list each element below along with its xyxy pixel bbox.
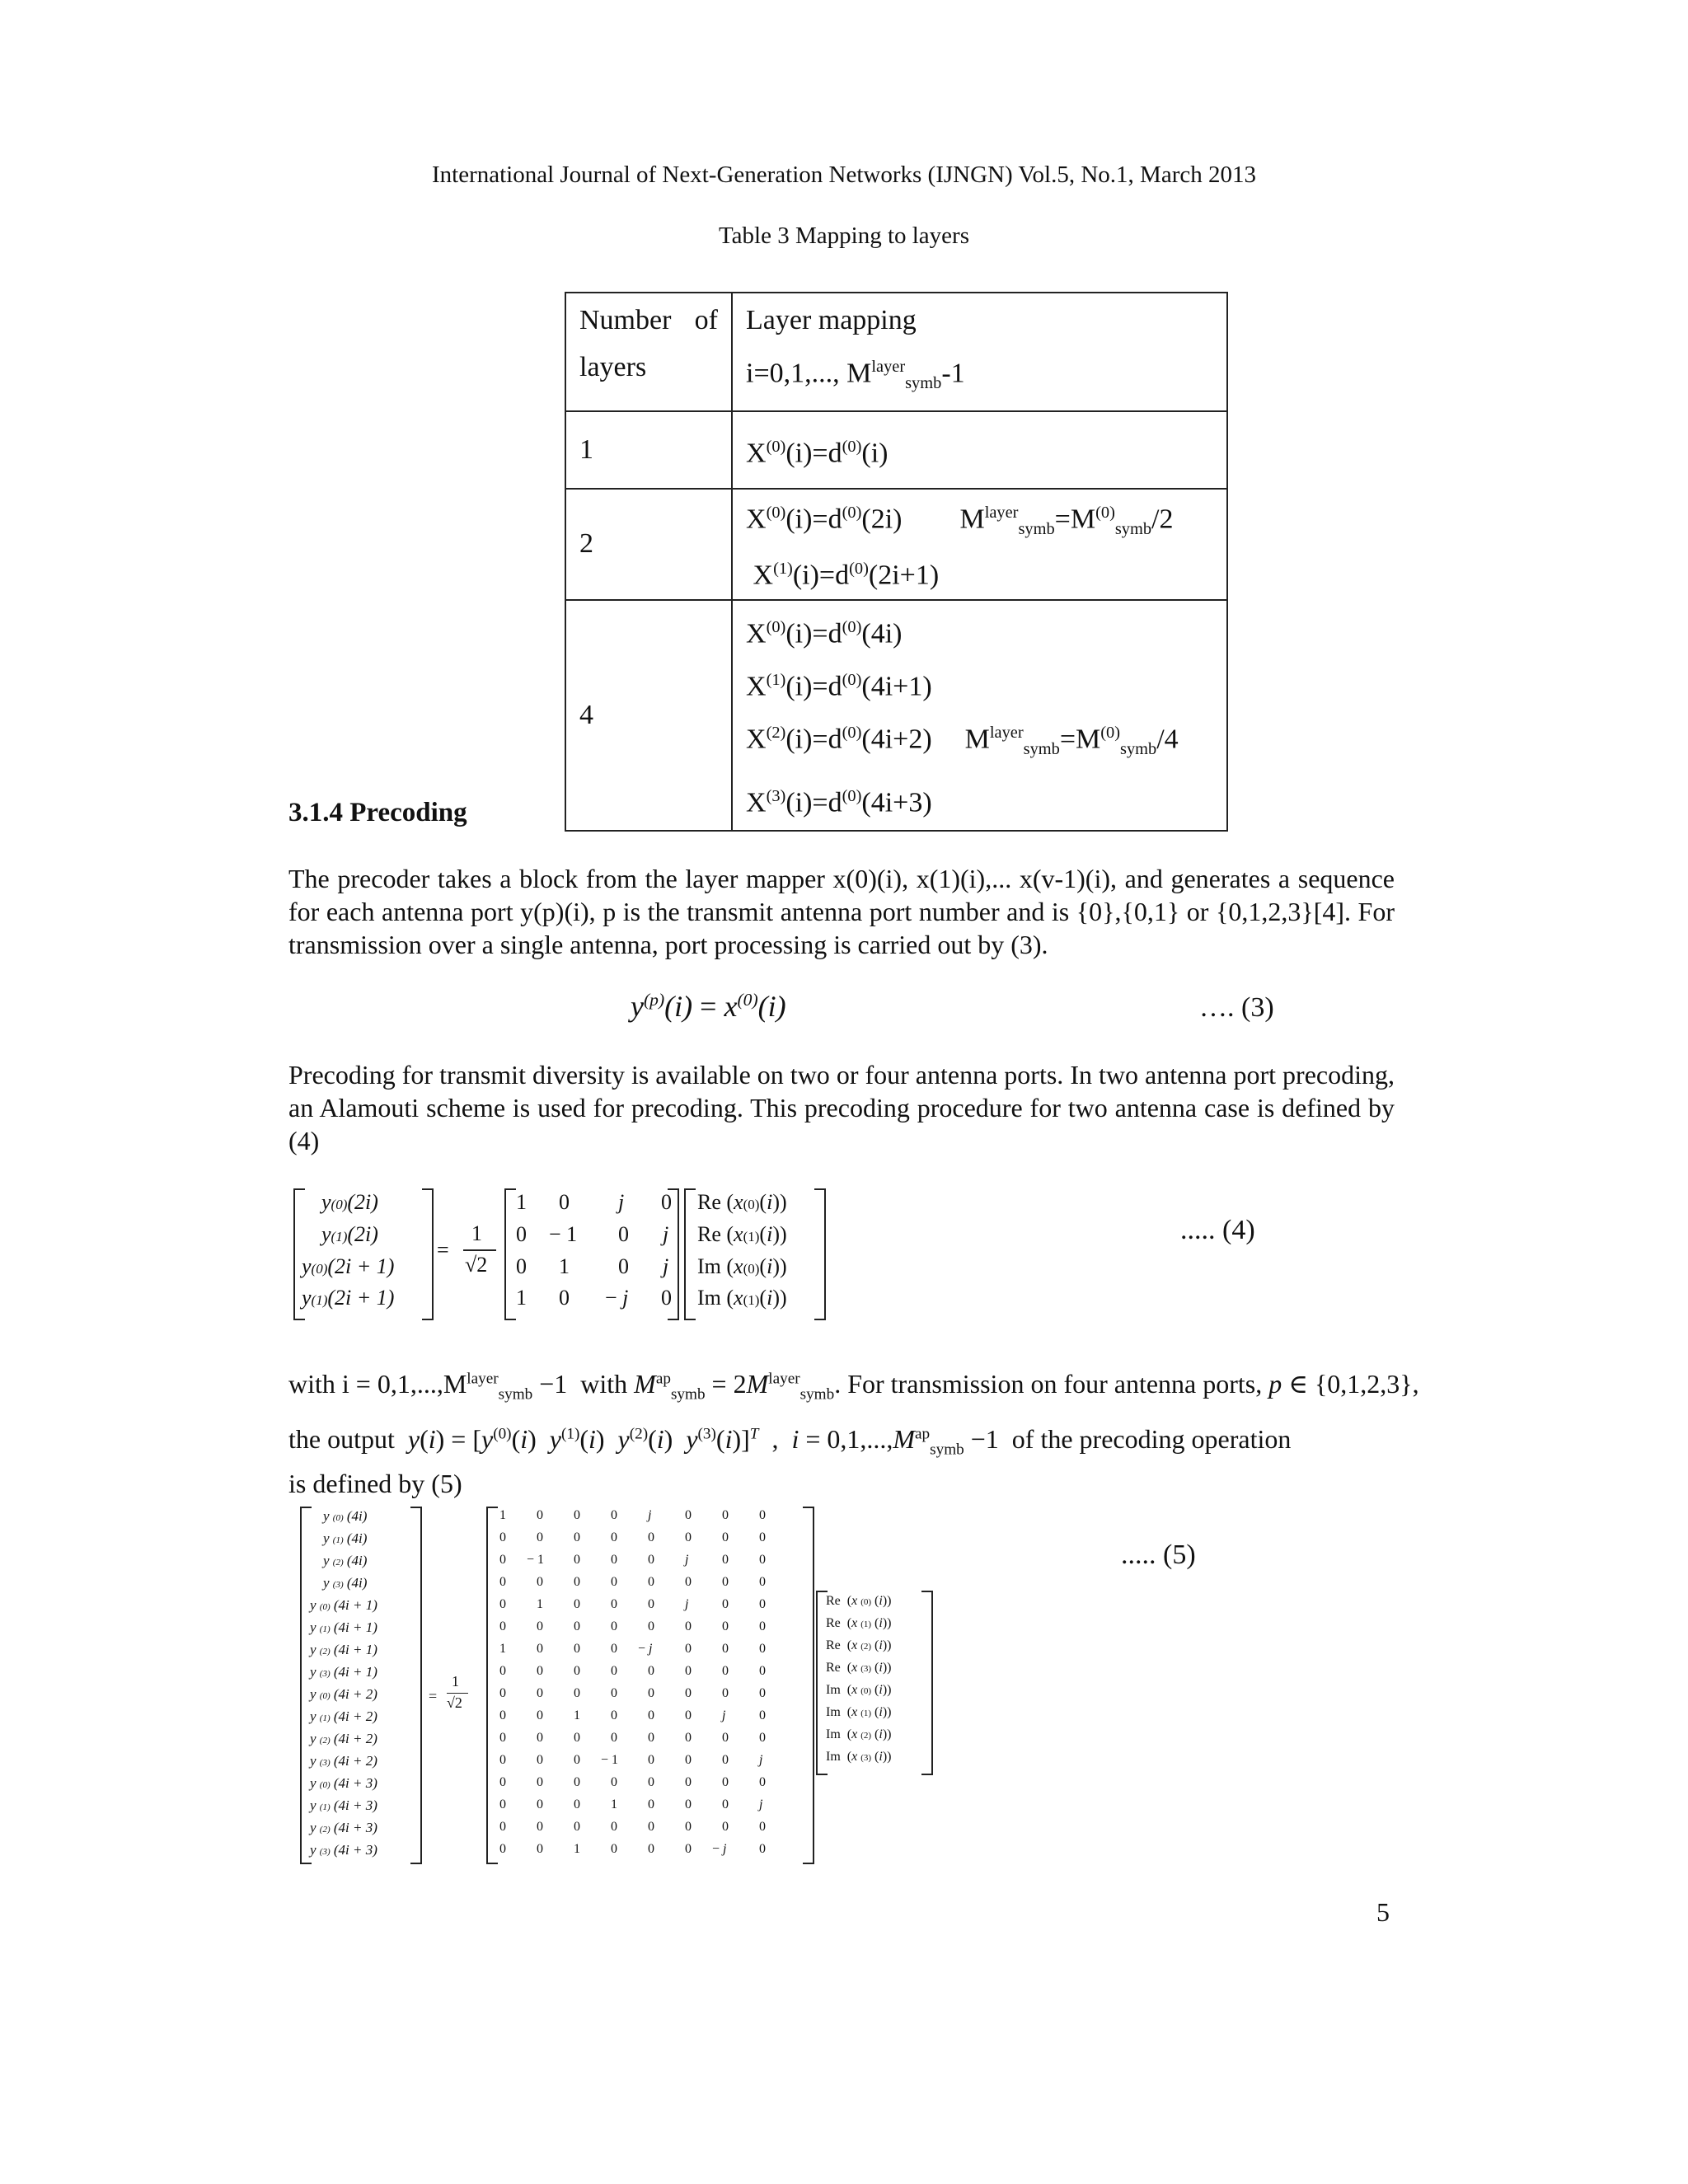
eq5-matrix-entry: 0 <box>611 1775 617 1789</box>
eq5-matrix-entry: 0 <box>648 1797 654 1811</box>
header-layer-mapping: Layer mapping <box>746 305 917 335</box>
eq5-matrix-entry: 0 <box>648 1842 654 1856</box>
eq5-matrix-entry: 0 <box>759 1597 766 1611</box>
text-defined-by-5: is defined by (5) <box>288 1469 462 1498</box>
eq5-matrix-entry: 0 <box>499 1731 506 1745</box>
eq5-matrix-entry: 0 <box>574 1619 580 1633</box>
table-row <box>565 600 1227 831</box>
eq5-input-entry: Im (x (1) (i)) <box>826 1705 892 1719</box>
eq5-matrix-entry: 0 <box>648 1775 654 1789</box>
eq5-matrix-entry: 0 <box>611 1508 617 1522</box>
eq5-matrix-entry: 0 <box>574 1575 580 1589</box>
eq5-matrix-entry: 0 <box>759 1642 766 1656</box>
eq5-output-entry: y (3) (4i + 2) <box>310 1753 377 1769</box>
eq5-matrix-entry: 0 <box>499 1575 506 1589</box>
eq5-input-entry: Im (x (0) (i)) <box>826 1683 892 1697</box>
eq5-input-entry: Re (x (2) (i)) <box>826 1638 892 1652</box>
eq5-matrix-entry: 0 <box>499 1797 506 1811</box>
eq5-matrix-entry: 0 <box>722 1753 729 1767</box>
eq5-matrix-entry: 0 <box>722 1664 729 1678</box>
output-end-label: of the precoding operation <box>1011 1424 1292 1454</box>
eq5-matrix-entry: 0 <box>759 1708 766 1722</box>
row-mapping-2: $X^{(0)}(i)=d^{(0)}(2i)$ $M^{layer}_{symb}=M^{(0)}_{symb}/2$ $X^{(1)}(i)=d^{(0)}(2i+1)$ <box>732 489 1227 599</box>
eq5-matrix-entry: 0 <box>648 1686 654 1700</box>
eq5-matrix-entry: 0 <box>648 1575 654 1589</box>
eq5-matrix-entry: 0 <box>648 1530 654 1544</box>
eq5-output-entry: y (1) (4i + 1) <box>310 1619 377 1635</box>
eq5-matrix-entry: 0 <box>537 1508 543 1522</box>
eq5-input-entry: Re (x (1) (i)) <box>826 1616 892 1630</box>
eq5-matrix-entry: 0 <box>537 1686 543 1700</box>
eq5-matrix-entry: 0 <box>685 1708 692 1722</box>
eq5-matrix-entry: 0 <box>722 1508 729 1522</box>
eq5-matrix-entry: 0 <box>574 1731 580 1745</box>
eq5-matrix-entry: 0 <box>648 1820 654 1834</box>
eq5-matrix-entry: j <box>759 1797 763 1811</box>
eq5-matrix-entry: 0 <box>722 1731 729 1745</box>
eq5-matrix-entry: 0 <box>574 1508 580 1522</box>
eq5-matrix-entry: 0 <box>537 1708 543 1722</box>
eq5-matrix-entry: 0 <box>537 1530 543 1544</box>
eq5-matrix-entry: 0 <box>499 1820 506 1834</box>
eq5-matrix-entry: 0 <box>722 1775 729 1789</box>
eq5-matrix-entry: 0 <box>759 1842 766 1856</box>
eq5-matrix-entry: 0 <box>759 1553 766 1567</box>
eq5-matrix-entry: 0 <box>611 1708 617 1722</box>
eq5-matrix-entry: 0 <box>537 1842 543 1856</box>
eq5-matrix-entry: 0 <box>685 1530 692 1544</box>
eq5-output-entry: y (1) (4i + 3) <box>310 1797 377 1813</box>
eq5-matrix-entry: 0 <box>759 1820 766 1834</box>
eq5-matrix-entry: 0 <box>537 1820 543 1834</box>
eq5-matrix-entry: 0 <box>499 1753 506 1767</box>
table-caption: Table 3 Mapping to layers <box>718 223 969 249</box>
section-heading: 3.1.4 Precoding <box>288 798 467 827</box>
eq5-matrix-entry: 0 <box>574 1753 580 1767</box>
eq5-matrix-entry: 0 <box>648 1619 654 1633</box>
eq5-matrix-entry: 0 <box>685 1664 692 1678</box>
eq5-matrix-entry: 0 <box>611 1575 617 1589</box>
eq5-input-entry: Im (x (3) (i)) <box>826 1750 892 1764</box>
eq5-input-entry: Re (x (3) (i)) <box>826 1661 892 1675</box>
eq5-matrix-entry: 0 <box>611 1553 617 1567</box>
table-row <box>565 411 1227 489</box>
eq5-matrix-entry: 0 <box>499 1664 506 1678</box>
eq5-matrix-entry: 0 <box>611 1686 617 1700</box>
eq5-matrix-entry: 0 <box>722 1619 729 1633</box>
eq5-matrix-entry: 0 <box>759 1508 766 1522</box>
eq5-matrix-entry: j <box>648 1508 652 1522</box>
eq5-matrix-entry: 0 <box>685 1686 692 1700</box>
eq5-matrix-entry: 0 <box>648 1597 654 1611</box>
eq5-matrix-entry: 0 <box>722 1797 729 1811</box>
equation-3: $y^{(p)}(i) = x^{(0)}(i)$ <box>631 990 786 1023</box>
eq5-output-entry: y (3) (4i) <box>323 1575 368 1591</box>
eq5-matrix-entry: 0 <box>611 1820 617 1834</box>
eq5-matrix-entry: j <box>722 1708 726 1722</box>
eq5-matrix-entry: 0 <box>722 1553 729 1567</box>
row-mapping-4: $X^{(0)}(i)=d^{(0)}(4i)$ $X^{(1)}(i)=d^{(0)}(4i+1)$ $X^{(2)}(i)=d^{(0)}(4i+2)$ $M^{layer}_{symb}=M^{(0)}_{symb}/4$ $X^{(3)}(i)=d^{(0)}(4i+3)$ <box>732 600 1227 831</box>
eq5-matrix-entry: 0 <box>611 1842 617 1856</box>
row-layers-4: 4 <box>565 600 732 831</box>
eq5-output-entry: y (1) (4i) <box>323 1530 368 1546</box>
eq5-matrix-entry: 0 <box>499 1530 506 1544</box>
eq5-output-entry: y (0) (4i + 3) <box>310 1775 377 1791</box>
eq5-matrix-entry: 0 <box>685 1642 692 1656</box>
eq5-input-entry: Im (x (2) (i)) <box>826 1727 892 1741</box>
header-number-of: Number of <box>579 305 718 335</box>
eq5-matrix-entry: 0 <box>759 1619 766 1633</box>
eq5-matrix-entry: 0 <box>499 1553 506 1567</box>
eq5-matrix-entry: 0 <box>648 1731 654 1745</box>
header-cell-layers <box>565 293 732 411</box>
eq5-matrix-entry: − j <box>638 1642 653 1656</box>
eq5-matrix-entry: 0 <box>537 1619 543 1633</box>
eq5-matrix-entry: 0 <box>759 1664 766 1678</box>
eq5-matrix-entry: 0 <box>685 1575 692 1589</box>
eq5-matrix-entry: 0 <box>574 1686 580 1700</box>
eq5-matrix-entry: 0 <box>722 1686 729 1700</box>
eq5-matrix-entry: 0 <box>611 1642 617 1656</box>
eq5-matrix-entry: 0 <box>685 1820 692 1834</box>
eq5-matrix-entry: 0 <box>759 1775 766 1789</box>
eq5-matrix-entry: 0 <box>499 1597 506 1611</box>
eq5-matrix-entry: 0 <box>574 1820 580 1834</box>
equation-4-number: ..... (4) <box>1180 1215 1255 1245</box>
header-cell-mapping <box>732 293 1227 411</box>
equation-5-number: ..... (5) <box>1121 1540 1196 1570</box>
eq5-matrix-entry: 0 <box>759 1575 766 1589</box>
eq5-matrix-entry: 0 <box>611 1619 617 1633</box>
text-output-definition: the output $y(i) = [y^{(0)}(i)$ $y^{(1)}(i)$ $y^{(2)}(i)$ $y^{(3)}(i)]^T$ , $i = 0,1,...,M^{ap}_{symb} -1$ of the precoding operation <box>288 1424 1292 1459</box>
transmission-label: . For transmission on four antenna ports, <box>834 1369 1263 1399</box>
equation-3-number: …. (3) <box>1199 992 1274 1023</box>
eq5-matrix-entry: 0 <box>537 1731 543 1745</box>
eq5-matrix-entry: 1 <box>611 1797 617 1811</box>
eq5-matrix-entry: 0 <box>537 1664 543 1678</box>
eq5-matrix-entry: 0 <box>537 1797 543 1811</box>
eq5-matrix-entry: 1 <box>574 1708 580 1722</box>
output-start-label: the output <box>288 1424 395 1454</box>
eq5-matrix-entry: 0 <box>537 1575 543 1589</box>
eq5-matrix-entry: j <box>685 1597 689 1611</box>
table-header-row <box>565 293 1227 411</box>
eq5-matrix-entry: 1 <box>574 1842 580 1856</box>
eq5-output-entry: y (2) (4i + 3) <box>310 1820 377 1835</box>
header-index-range: i=0,1,..., $M^{layer}_{symb}-1$ <box>746 358 965 393</box>
row-layers-2: 2 <box>565 489 732 599</box>
eq5-matrix-entry: 0 <box>685 1842 692 1856</box>
eq5-matrix-entry: j <box>759 1753 763 1767</box>
page-number: 5 <box>1376 1897 1390 1927</box>
eq5-matrix-entry: 0 <box>611 1530 617 1544</box>
eq5-matrix-entry: 0 <box>499 1775 506 1789</box>
eq5-matrix-entry: 1 <box>499 1508 506 1522</box>
table-row <box>565 489 1227 599</box>
eq5-matrix-entry: 0 <box>722 1820 729 1834</box>
eq5-matrix-entry: 1 <box>499 1642 506 1656</box>
eq5-matrix-entry: j <box>685 1553 689 1567</box>
running-header: International Journal of Next-Generation Networks (IJNGN) Vol.5, No.1, March 2013 <box>431 162 1256 188</box>
eq5-matrix-entry: 0 <box>574 1553 580 1567</box>
eq5-matrix-entry: 0 <box>499 1686 506 1700</box>
eq5-matrix-entry: 0 <box>648 1708 654 1722</box>
eq5-matrix-entry: 0 <box>722 1597 729 1611</box>
eq5-matrix-entry: 0 <box>648 1664 654 1678</box>
eq5-output-entry: y (2) (4i) <box>323 1553 368 1568</box>
eq5-output-entry: y (2) (4i + 2) <box>310 1731 377 1746</box>
eq5-matrix-entry: 0 <box>574 1797 580 1811</box>
eq5-matrix-entry: 0 <box>611 1597 617 1611</box>
eq5-matrix-entry: 0 <box>574 1530 580 1544</box>
header-layers: layers <box>579 352 647 382</box>
eq5-input-entry: Re (x (0) (i)) <box>826 1594 892 1608</box>
equation-5: y (0) (4i) y (1) (4i) y (2) (4i) y (3) (4i) y (0) (4i + 1) y (1) (4i + 1) y (2) (4i + 1) y (3) (4i + 1) y (0) (4i + 2) y (1) (4i + 2) y (2) (4i + 2) y (3) (4i + 2) y (0) (4i + 3) y (1) (4i + 3) y (2) (4i + 3) y (3) (4i + 3) = 1 √2 1 0 0 0 j 0 0 0 0 0 0 0 0 0 0 0 0 − 1 0 0 0 j 0 0 0 0 0 0 0 0 0 0 0 1 0 0 0 j 0 0 0 0 0 0 0 0 0 0 1 0 0 0 − j 0 0 0 0 0 0 0 0 0 0 0 0 0 0 0 0 0 0 0 0 0 1 0 0 0 j 0 0 0 0 0 0 0 0 0 0 0 0 − 1 0 0 0 j 0 0 0 0 0 0 0 0 0 0 0 1 0 0 0 j 0 0 0 0 0 0 0 0 0 0 1 0 0 0 − j 0 Re (x (0) (i)) Re (x (1) (i)) Re (x (2) (i)) Re (x (3) (i)) Im (x (0) (i)) Im (x (1) (i)) Im (x (2) (i)) Im (x (3) (i)) <box>298 1505 941 1868</box>
row-mapping-1: $X^{(0)}(i)=d^{(0)}(i)$ <box>732 411 1227 489</box>
eq5-matrix-entry: 0 <box>611 1731 617 1745</box>
eq5-matrix-entry: 1 <box>537 1597 543 1611</box>
eq5-matrix-entry: 0 <box>574 1597 580 1611</box>
eq5-matrix-entry: 0 <box>611 1664 617 1678</box>
paragraph-precoder: The precoder takes a block from the layer mapper x(0)(i), x(1)(i),... x(v-1)(i), and generates a sequence for each antenna port y(p)(i), p is the transmit antenna port number and is {0},{0,1} or {0,1,2,3}[4]. For transmission over a single antenna, port processing is carried out by (3). <box>288 864 1395 959</box>
eq5-matrix-entry: 0 <box>537 1642 543 1656</box>
equation-4: y(0)(2i) y(1)(2i) y(0)(2i + 1) y(1)(2i + 1) = 1 √2 1 0 j 0 0 − 1 0 j 0 1 0 j 1 0 − j 0 Re (x(0)(i)) Re (x(1)(i)) Im (x(0)(i)) Im (x(1)(i)) <box>288 1187 865 1327</box>
eq5-output-entry: y (3) (4i + 3) <box>310 1842 377 1858</box>
eq5-matrix-entry: 0 <box>722 1575 729 1589</box>
eq5-matrix-entry: − 1 <box>601 1753 619 1767</box>
eq5-output-entry: y (0) (4i + 2) <box>310 1686 377 1702</box>
eq5-output-entry: y (3) (4i + 1) <box>310 1664 377 1680</box>
eq5-matrix-entry: 0 <box>648 1753 654 1767</box>
eq5-matrix-entry: 0 <box>685 1508 692 1522</box>
row-layers-1: 1 <box>565 411 732 489</box>
eq5-matrix-entry: 0 <box>685 1797 692 1811</box>
eq5-matrix-entry: 0 <box>499 1708 506 1722</box>
eq5-matrix-entry: 0 <box>537 1753 543 1767</box>
eq5-matrix-entry: 0 <box>722 1530 729 1544</box>
eq5-output-entry: y (1) (4i + 2) <box>310 1708 377 1724</box>
eq5-matrix-entry: 0 <box>685 1775 692 1789</box>
eq5-matrix-entry: 0 <box>499 1619 506 1633</box>
eq5-matrix-entry: 0 <box>537 1775 543 1789</box>
eq5-matrix-entry: − j <box>712 1842 727 1856</box>
eq5-matrix-entry: 0 <box>499 1842 506 1856</box>
eq5-matrix-entry: 0 <box>722 1642 729 1656</box>
paragraph-transmit-diversity: Precoding for transmit diversity is available on two or four antenna ports. In two antenna port precoding, an Alamouti scheme is used for precoding. This precoding procedure for two antenna case is defined by (4) <box>288 1060 1395 1155</box>
eq5-matrix-entry: 0 <box>685 1731 692 1745</box>
layer-mapping-table <box>565 292 1228 832</box>
eq5-output-entry: y (0) (4i + 1) <box>310 1597 377 1613</box>
eq5-output-entry: y (2) (4i + 1) <box>310 1642 377 1657</box>
eq5-matrix-entry: 0 <box>574 1775 580 1789</box>
eq5-matrix-entry: 0 <box>574 1664 580 1678</box>
eq5-matrix-entry: 0 <box>759 1731 766 1745</box>
eq5-matrix-entry: 0 <box>685 1753 692 1767</box>
eq5-matrix-entry: 0 <box>759 1530 766 1544</box>
with-range-label: with i = 0,1,...,M <box>288 1369 467 1399</box>
eq5-matrix-entry: 0 <box>648 1553 654 1567</box>
eq5-matrix-entry: 0 <box>574 1642 580 1656</box>
eq5-matrix-entry: 0 <box>759 1686 766 1700</box>
eq5-matrix-entry: − 1 <box>527 1553 545 1567</box>
eq5-matrix-entry: 0 <box>685 1619 692 1633</box>
eq5-output-entry: y (0) (4i) <box>323 1508 368 1524</box>
text-with-range: with $i = 0,1,...,M^{layer}_{symb} -1$ with $M^{ap}_{symb} = 2M^{layer}_{symb}$. For transmission on four antenna ports, p ∈ {0,1,2,3}, <box>288 1369 1419 1404</box>
